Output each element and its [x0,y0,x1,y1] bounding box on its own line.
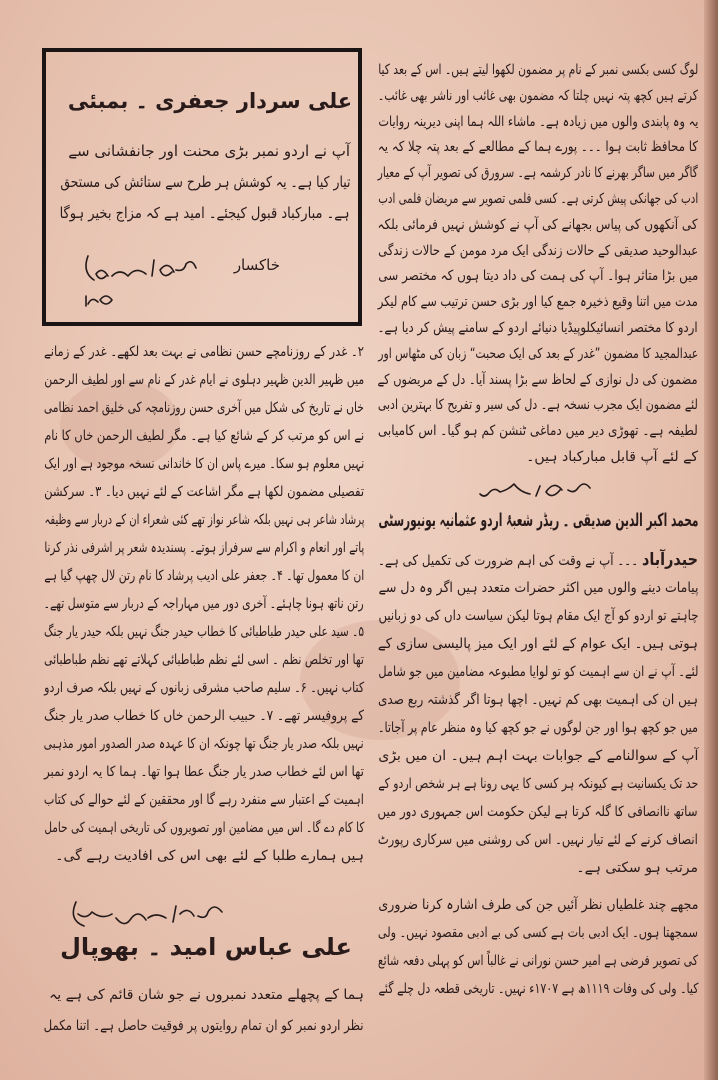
line [44,758,364,786]
line-text: کا محافظ ثابت ہوا ۔۔۔ پورے ہما کے مطالعے کے بعد پتہ چلا کہ یہ [377,139,698,156]
line [378,854,698,882]
line-text: لوگ کسی بکسی نمبر کے نام پر مضمون لکھوا لیتے ہیں۔ اس کے بعد کیا [377,62,698,78]
line [378,602,698,630]
line-text: کا کام دے گا۔ اس میں مضامین اور تصویروں کی تاریخی اہمیت کی حامل [43,820,364,836]
right-letter-1 [378,58,698,471]
line [378,290,698,316]
line-text: کتاب نہیں۔ ۶۔ سلیم صاحب مشرقی زبانوں کے نہیں بلکہ صرف اردو [44,680,364,696]
line-text: عبدالوحید صدیقی کے حالات زندگی ایک مرد مومن کے حالات زندگی [377,242,698,259]
line-text: رتن ناتھ ہونا چاہئے۔ آخری دور میں مہاراجہ کے دربار سے متوسل تھے۔ [44,596,364,612]
line [378,187,698,213]
handwritten-signature [68,246,208,316]
line [378,919,698,947]
line-text: میں بڑا متاثر ہوا۔ آپ کی ہمت کی داد دیتا ہوں کہ مختصر سی [378,268,698,285]
line [378,213,698,239]
line-text: نہیں معلوم ہو سکا۔ میرے پاس ان کا خاندانی نسخہ موجود ہے اور ایک [43,456,364,472]
line [44,618,364,646]
line-text: تھا اور تخلص نظم ۔ اسی لئے نظم طباطبائی کہلاتے تھے نظم طباطبائی [44,652,364,668]
line-text: کرتے ہیں کچھ پتہ نہیں چلتا کہ مضمون بھی غائب اور ناشر بھی غائب۔ [377,87,698,104]
line [60,136,350,167]
line-text: ان کا معمول تھا۔ ۴۔ جعفر علی ادیب پرشاد کا نام رتن لال چھپ گیا ہے [43,568,364,584]
page-edge [704,0,718,1080]
line [44,702,364,730]
line [378,316,698,342]
line-text: پاتے اور انعام و اکرام سے سرفراز ہوتے۔ پسندیدہ شعر پر اشرفی نذر کرنا [44,540,364,556]
handwritten-signature [62,896,232,932]
line-text: ساتھ ناانصافی کا گلہ کرتا ہے لیکن حکومت اس جمہوری دور میں [377,804,698,820]
line-text: خاں نے تاریخ کی شکل میں آخری حسن روزنامچہ کی خلیق احمد نظامی [43,400,364,416]
line-text: ہیں ہمارے طلبا کے لئے بھی اس کی افادیت رہے گی۔ [55,848,364,864]
line-text: آپ کے سوالنامے کے جوابات بہت اہم ہیں۔ ان میں بڑی [377,748,698,764]
line [378,826,698,854]
line-text: اردو کا مختصر انسائیکلوپیڈیا دنیائے اردو کے سامنے پیش کر دیا ہے۔ [377,319,698,336]
line [378,891,698,919]
line [378,975,698,1003]
line [378,135,698,161]
line-text: آپ نے اردو نمبر بڑی محنت اور جانفشانی سے [68,142,350,160]
line [378,574,698,602]
line [44,422,364,450]
line [378,630,698,658]
line [44,394,364,422]
line-text: اہمیت کے اعتبار سے منفرد رہے گا اور محققین کے لئے حوالے کی کتاب [43,792,364,808]
line [378,546,698,574]
box-letter-body [60,136,350,229]
line-text: مدت میں اتنا وقیع ذخیرہ جمع کیا اور بڑی حسن ترتیب سے کام لیکر [378,294,698,311]
line [378,686,698,714]
line-text: میں ظہیر الدین ظہیر دہلوی نے ایام غدر کے نام سے اور لطیف الرحمن [44,372,364,388]
line-text: کے لئے آپ قابل مبارکباد ہیں۔ [526,448,698,465]
line [378,419,698,445]
line-text: انصاف کرنے کے لئے تیار نہیں۔ اس کی روشنی میں سرکاری رپورٹ [377,832,698,848]
line [44,534,364,562]
line-text: لئے مضمون ایک مجرب نسخہ ہے۔ دل کی سیر و تفریح کا بہترین ادبی [378,397,698,414]
line-text: ادب کی جھانکی پیش کرتی ہے۔ کسی فلمی تصویر سے مریضان فلمی ادب [378,190,698,207]
line-text: لطیفہ ہے۔ تھوڑی دیر میں دماغی ٹنشن کم ہو گیا۔ اس کامیابی [377,423,698,440]
line [44,366,364,394]
line [60,198,350,229]
line [44,478,364,506]
line-text: چاہتے تو اردو کو آج ایک مقام ہوتا لیکن سیاست داں کی دو زبانیں [378,608,698,624]
line [44,730,364,758]
handwritten-signature [470,474,600,506]
line-text: ہوتی ہیں۔ ایک عوام کے لئے اور ایک میز پالیسی سازی کے [377,636,698,652]
letter-heading-text: علی سردار جعفری ۔ بمبئی [67,89,353,113]
line-text [378,546,698,575]
right-letter-2 [378,546,698,882]
line-text: میں جو کچھ ہوا اور جن لوگوں نے جو کچھ کیا وہ منظر عام پر آجاتا۔ [377,720,698,736]
line [44,674,364,702]
left-corrections [44,338,364,870]
line [378,445,698,471]
line-text: ۵۔ سید علی حیدر طباطبائی کا خطاب حیدر جنگ نہیں بلکہ حیدر یار جنگ [44,624,364,640]
line-text: تیار کیا ہے۔ یہ کوشش ہر طرح سے ستائش کی مستحق [60,173,350,191]
line [378,110,698,136]
line [378,658,698,686]
line [44,842,364,870]
line [44,338,364,366]
line-text: مرتب ہو سکتی ہے۔ [576,860,698,876]
line-text: ۔۔۔ آپ نے وقت کی اہم ضرورت کی تکمیل کی ہے۔ [377,553,639,569]
letter-heading [56,928,356,966]
line [378,742,698,770]
line [44,562,364,590]
line-text: پرشاد شاعر ہی نہیں بلکہ شاعر نواز تھے کئی شعراء ان کے دربار سے وظیفہ [43,512,364,528]
line [378,368,698,394]
line [378,714,698,742]
city-name: حیدرآباد [642,550,698,570]
line-text: نہیں بلکہ صدر یار جنگ تھا چونکہ ان کا عہدہ صدر الصدور امور مذہبی [43,736,364,752]
line [44,786,364,814]
line [44,1011,364,1042]
left-letter-3 [44,980,364,1042]
letter-heading [60,84,360,118]
right-letter-2-errata [378,891,698,1003]
line [378,770,698,798]
line-text: یہ وہ پابندی والوں میں زیادہ ہے۔ ماشاء اللہ ہما اپنی دیرینہ روایات [378,113,698,130]
line [378,393,698,419]
line-text: نے اس کو مرتب کر کے شائع کیا ہے۔ مگر لطیف الرحمن خاں کا نام [44,428,364,444]
line-text: سمجھتا ہوں۔ ایک ادبی بات ہے کسی کی بے ادبی مقصود نہیں۔ ولی [377,925,698,941]
line [44,590,364,618]
line-text: ہے۔ مبارکباد قبول کیجئے۔ امید ہے کہ مزاج بخیر ہوگا [60,204,350,222]
line [44,450,364,478]
line-text: مضمون کی دل نوازی کے لحاظ سے بڑا پسند آیا۔ دل کے مریضوں کے [377,371,698,388]
line-text: تھا اس لئے خطاب صدر یار جنگ عطا ہوا تھا۔ ہما کا یہ اردو نمبر [44,764,364,780]
line-text: حد تک یکسانیت ہے کیونکہ ہر کسی کا یہی رونا ہے ہر شخص اردو کے [378,776,698,792]
line [378,342,698,368]
line-text: ہیں ان کی اہمیت بھی کم نہیں۔ اچھا ہوتا اگر گذشتہ ربع صدی [378,692,698,708]
letter-heading [378,506,698,536]
line-text: کے پروفیسر تھے۔ ۷۔ حبیب الرحمن خاں کا خطاب صدر یار جنگ [43,708,364,724]
line-text: مجھے چند غلطیاں نظر آئیں جن کی طرف اشارہ کرنا ضروری [377,897,698,913]
line [44,506,364,534]
line [378,239,698,265]
line-text: ہما کے پچھلے متعدد نمبروں نے جو شان قائم کی ہے یہ [49,987,364,1003]
line [378,947,698,975]
line-text: نظر اردو نمبر کو ان تمام روایتوں پر فوقیت حاصل ہے۔ اتنا مکمل [44,1018,364,1034]
line [44,814,364,842]
line [378,161,698,187]
line [60,167,350,198]
letter-heading-text: محمد اکبر الدین صدیقی ۔ ریڈر شعبۂ اردو عثمانیہ یونیورسٹی [377,510,698,531]
letter-heading-text: علی عباس امید ۔ بھوپال [60,933,352,961]
line-text: پیامات دینے والوں میں اکثر حضرات متعدد ہیں اگر وہ دل سے [377,580,698,596]
line-text: ۲۔ غدر کے روزنامچے حسن نظامی نے بہت بعد لکھے۔ غدر کے زمانے [44,344,364,360]
line-text: کیا۔ ولی کی وفات ۱۱۱۹ھ ہے ۱۷۰۷ء نہیں۔ تاریخی قطعہ دل چلے گئے [377,981,698,997]
line-text: کی آنکھوں کی پیاس بجھانے کی آپ نے کوشش نہیں فرمائی بلکہ [378,216,698,233]
closing-text: خاکسار [233,256,280,274]
line [378,58,698,84]
line-text: تفصیلی مضمون لکھا ہے مگر اشاعت کے لئے نہیں دیا۔ ۳۔ سرکشن [44,484,364,500]
line-text: عبدالمجید کا مضمون ”غدر کے بعد کی ایک صحبت“ زبان کی مٹھاس اور [378,345,698,362]
line [378,84,698,110]
line-text: گاگر میں ساگر بھرنے کا نادر کرشمہ ہے۔ سرورق کی تصویر آپ کے معیار [377,165,698,182]
line [44,980,364,1011]
line [378,798,698,826]
line [378,264,698,290]
line [44,646,364,674]
line-text: کی تصویر فرضی ہے امیر حسن نورانی نے غالباً اس کو پہلی دفعہ شائع [378,953,698,969]
line-text: لئے۔ آپ نے ان سے اہمیت کو تو لوایا مطبوعہ مضامین میں جو شامل [378,664,698,680]
